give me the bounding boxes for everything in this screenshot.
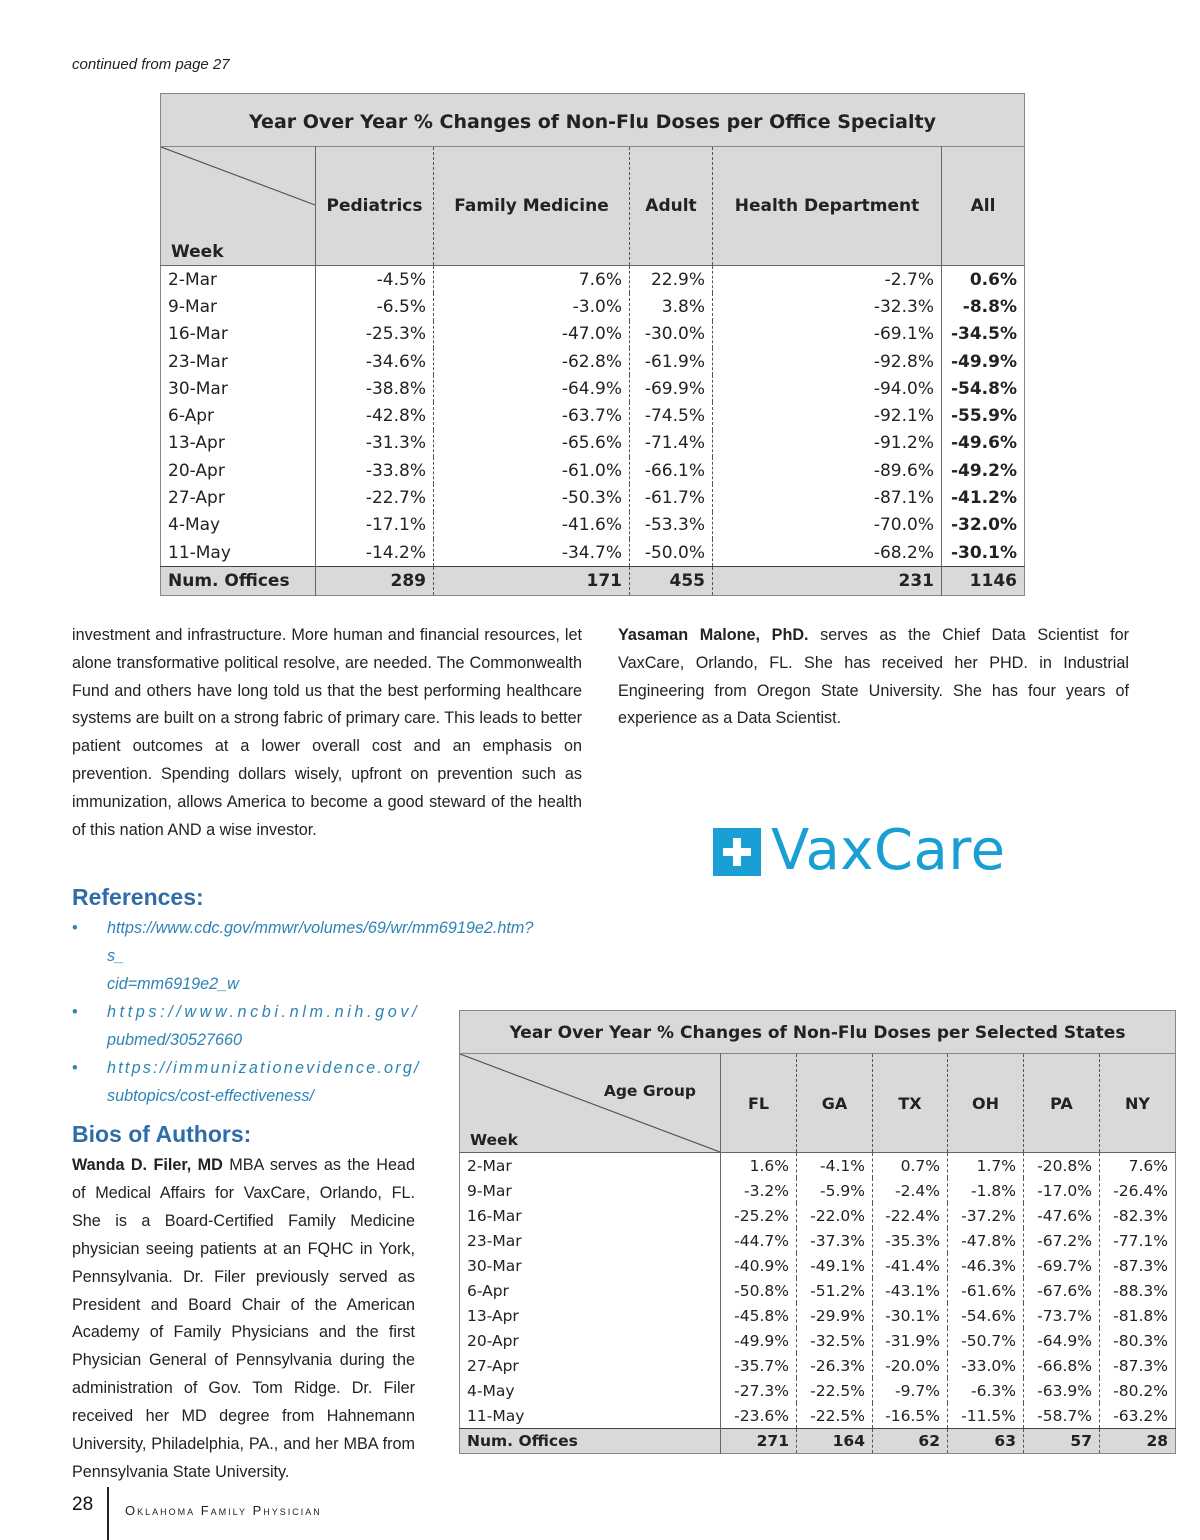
value-cell: -67.2%: [1024, 1228, 1100, 1253]
value-cell: -42.8%: [316, 402, 434, 429]
bullet-icon: •: [72, 919, 78, 937]
value-cell: -53.3%: [630, 512, 713, 539]
author-bio-filer: [72, 1152, 415, 1487]
value-cell: -61.6%: [948, 1278, 1024, 1303]
value-cell: -35.3%: [873, 1228, 948, 1253]
value-cell: -22.5%: [797, 1378, 873, 1403]
value-cell: -55.9%: [950, 406, 1017, 427]
column-header: TX: [873, 1054, 948, 1153]
value-cell: -3.2%: [721, 1178, 797, 1203]
table-row: [460, 1203, 1176, 1228]
value-cell: -80.3%: [1113, 1331, 1169, 1350]
value-cell: -20.0%: [873, 1353, 948, 1378]
logo-text: VaxCare: [771, 818, 1006, 883]
author-bio-text: serves as the Chief Data Scientist for VaxCare, Orlando, FL. She has received her PHD. in Industrial Engineering from Oregon State University. She has four years of experience as a Data Scientist.: [618, 626, 1129, 728]
value-cell: -2.7%: [713, 266, 942, 294]
table-row: [161, 293, 1025, 320]
value-cell: -26.4%: [1113, 1181, 1169, 1200]
value-cell: -92.8%: [713, 348, 942, 375]
week-cell: 27-Apr: [161, 484, 316, 511]
value-cell: -29.9%: [797, 1303, 873, 1328]
value-cell: -31.3%: [316, 430, 434, 457]
value-cell: -73.7%: [1024, 1303, 1100, 1328]
total-cell: 164: [797, 1429, 873, 1454]
week-cell: 13-Apr: [460, 1303, 721, 1328]
references-list: [72, 914, 534, 1110]
value-cell: -41.2%: [950, 488, 1017, 509]
value-cell: -49.9%: [721, 1328, 797, 1353]
bios-heading: Bios of Authors:: [72, 1121, 252, 1147]
value-cell: -27.3%: [721, 1378, 797, 1403]
value-cell: -87.3%: [1113, 1356, 1169, 1375]
value-cell: -69.9%: [630, 375, 713, 402]
column-header: Adult: [630, 147, 713, 266]
total-cell: 1146: [942, 567, 1025, 596]
value-cell: -22.4%: [873, 1203, 948, 1228]
table-row: [161, 266, 1025, 294]
value-cell: -66.8%: [1024, 1353, 1100, 1378]
column-header: NY: [1100, 1054, 1176, 1153]
value-cell: -50.0%: [630, 539, 713, 567]
week-cell: 30-Mar: [161, 375, 316, 402]
paragraph-text: investment and infrastructure. More human and financial resources, let alone transformative political resolve, are needed. The Commonwealth Fund and others have long told us that the best performing healthcare systems are built on a strong fabric of primary care. This leads to better patient outcomes at a lower overall cost and an emphasis on prevention. Spending dollars wisely, upfront on prevention such as immunization, allows America to become a good steward of the health of this nation AND a wise investor.: [72, 626, 582, 839]
value-cell: -91.2%: [713, 430, 942, 457]
value-cell: -61.7%: [630, 484, 713, 511]
value-cell: 22.9%: [630, 266, 713, 294]
value-cell: -37.2%: [948, 1203, 1024, 1228]
value-cell: -66.1%: [630, 457, 713, 484]
value-cell: -46.3%: [948, 1253, 1024, 1278]
reference-link[interactable]: • https://immunizationevidence.org/ subtopics/cost-effectiveness/: [72, 1054, 422, 1110]
table-row: [161, 348, 1025, 375]
total-cell: 271: [721, 1429, 797, 1454]
value-cell: -47.0%: [434, 321, 630, 348]
value-cell: -41.4%: [873, 1253, 948, 1278]
week-cell: 23-Mar: [460, 1228, 721, 1253]
week-cell: 20-Apr: [161, 457, 316, 484]
week-cell: 11-May: [161, 539, 316, 567]
value-cell: -49.9%: [950, 351, 1017, 372]
references-heading: References:: [72, 884, 204, 910]
value-cell: 7.6%: [1100, 1153, 1176, 1179]
table-title: Year Over Year % Changes of Non-Flu Doses per Office Specialty: [161, 94, 1025, 147]
value-cell: -65.6%: [434, 430, 630, 457]
value-cell: -47.6%: [1024, 1203, 1100, 1228]
value-cell: -34.5%: [950, 324, 1017, 345]
value-cell: -44.7%: [721, 1228, 797, 1253]
total-row: [161, 567, 1025, 596]
table-row: [161, 484, 1025, 511]
reference-link[interactable]: • https://www.ncbi.nlm.nih.gov/ pubmed/30527660: [72, 998, 422, 1054]
value-cell: -63.9%: [1024, 1378, 1100, 1403]
value-cell: -31.9%: [873, 1328, 948, 1353]
table-row: [161, 430, 1025, 457]
value-cell: -81.8%: [1113, 1306, 1169, 1325]
value-cell: -89.6%: [713, 457, 942, 484]
total-row: [460, 1429, 1176, 1454]
value-cell: -34.7%: [434, 539, 630, 567]
week-cell: 2-Mar: [460, 1153, 721, 1179]
value-cell: -35.7%: [721, 1353, 797, 1378]
week-cell: 27-Apr: [460, 1353, 721, 1378]
week-cell: 13-Apr: [161, 430, 316, 457]
table-row: [460, 1253, 1176, 1278]
value-cell: -37.3%: [797, 1228, 873, 1253]
value-cell: -63.7%: [434, 402, 630, 429]
vaxcare-logo: [713, 818, 1048, 883]
week-cell: 16-Mar: [161, 321, 316, 348]
value-cell: -50.3%: [434, 484, 630, 511]
total-cell: 289: [316, 567, 434, 596]
author-name: Wanda D. Filer, MD: [72, 1156, 223, 1174]
value-cell: -87.1%: [713, 484, 942, 511]
total-cell: 63: [948, 1429, 1024, 1454]
week-cell: 6-Apr: [161, 402, 316, 429]
value-cell: -50.7%: [948, 1328, 1024, 1353]
value-cell: -32.0%: [950, 515, 1017, 536]
value-cell: -17.1%: [316, 512, 434, 539]
value-cell: -62.8%: [434, 348, 630, 375]
value-cell: -8.8%: [962, 296, 1017, 317]
value-cell: -80.2%: [1113, 1381, 1169, 1400]
value-cell: -51.2%: [797, 1278, 873, 1303]
value-cell: -50.8%: [721, 1278, 797, 1303]
value-cell: 1.6%: [721, 1153, 797, 1179]
table-row: [161, 402, 1025, 429]
value-cell: -30.1%: [950, 542, 1017, 563]
value-cell: -23.6%: [721, 1403, 797, 1429]
value-cell: -22.5%: [797, 1403, 873, 1429]
value-cell: -2.4%: [873, 1178, 948, 1203]
table-corner-cell: [161, 147, 316, 266]
week-cell: 20-Apr: [460, 1328, 721, 1353]
total-label: Num. Offices: [161, 567, 316, 596]
plus-icon: [713, 828, 761, 876]
value-cell: -16.5%: [873, 1403, 948, 1429]
column-header: OH: [948, 1054, 1024, 1153]
column-header: All: [942, 147, 1025, 266]
age-group-label: Age Group: [603, 1082, 696, 1100]
value-cell: -54.8%: [950, 378, 1017, 399]
value-cell: 0.6%: [942, 266, 1025, 294]
value-cell: -61.0%: [434, 457, 630, 484]
page-number: 28: [72, 1494, 94, 1515]
value-cell: 3.8%: [630, 293, 713, 320]
value-cell: -22.7%: [316, 484, 434, 511]
table-row: [460, 1378, 1176, 1403]
value-cell: -17.0%: [1024, 1178, 1100, 1203]
value-cell: -11.5%: [948, 1403, 1024, 1429]
total-cell: 171: [434, 567, 630, 596]
value-cell: -32.3%: [713, 293, 942, 320]
week-cell: 4-May: [161, 512, 316, 539]
value-cell: -26.3%: [797, 1353, 873, 1378]
total-cell: 455: [630, 567, 713, 596]
value-cell: -3.0%: [434, 293, 630, 320]
value-cell: -40.9%: [721, 1253, 797, 1278]
value-cell: -6.5%: [316, 293, 434, 320]
bullet-icon: •: [72, 1059, 78, 1077]
total-cell: 57: [1024, 1429, 1100, 1454]
week-cell: 23-Mar: [161, 348, 316, 375]
value-cell: -45.8%: [721, 1303, 797, 1328]
value-cell: -9.7%: [873, 1378, 948, 1403]
value-cell: 0.7%: [873, 1153, 948, 1179]
value-cell: -71.4%: [630, 430, 713, 457]
value-cell: -64.9%: [1024, 1328, 1100, 1353]
value-cell: -5.9%: [797, 1178, 873, 1203]
table-row: [460, 1278, 1176, 1303]
value-cell: -1.8%: [948, 1178, 1024, 1203]
value-cell: -49.2%: [950, 460, 1017, 481]
total-cell: 28: [1100, 1429, 1176, 1454]
continued-note: continued from page 27: [72, 56, 230, 73]
value-cell: -82.3%: [1113, 1206, 1169, 1225]
author-name: Yasaman Malone, PhD.: [618, 626, 809, 644]
value-cell: -54.6%: [948, 1303, 1024, 1328]
week-cell: 2-Mar: [161, 266, 316, 294]
table-row: [460, 1178, 1176, 1203]
table-row: [460, 1353, 1176, 1378]
table-corner-cell: [460, 1054, 721, 1153]
value-cell: -70.0%: [713, 512, 942, 539]
value-cell: -32.5%: [797, 1328, 873, 1353]
office-specialty-table: [160, 93, 1025, 596]
week-cell: 4-May: [460, 1378, 721, 1403]
value-cell: -63.2%: [1113, 1406, 1169, 1425]
value-cell: -41.6%: [434, 512, 630, 539]
column-header: FL: [721, 1054, 797, 1153]
value-cell: -64.9%: [434, 375, 630, 402]
table-row: [161, 539, 1025, 567]
week-label: Week: [171, 242, 224, 262]
value-cell: -58.7%: [1024, 1403, 1100, 1429]
week-cell: 6-Apr: [460, 1278, 721, 1303]
value-cell: -33.0%: [948, 1353, 1024, 1378]
value-cell: -25.3%: [316, 321, 434, 348]
value-cell: -49.1%: [797, 1253, 873, 1278]
value-cell: -14.2%: [316, 539, 434, 567]
author-bio-malone: [618, 622, 1129, 733]
table-row: [460, 1328, 1176, 1353]
column-header: PA: [1024, 1054, 1100, 1153]
column-header: Family Medicine: [434, 147, 630, 266]
selected-states-table: [459, 1010, 1176, 1454]
value-cell: -88.3%: [1113, 1281, 1169, 1300]
value-cell: -69.1%: [713, 321, 942, 348]
value-cell: -20.8%: [1024, 1153, 1100, 1179]
value-cell: -94.0%: [713, 375, 942, 402]
value-cell: -38.8%: [316, 375, 434, 402]
table-title: Year Over Year % Changes of Non-Flu Doses per Selected States: [460, 1011, 1176, 1054]
value-cell: -69.7%: [1024, 1253, 1100, 1278]
table-row: [161, 512, 1025, 539]
table-row: [161, 375, 1025, 402]
reference-link[interactable]: • https://www.cdc.gov/mmwr/volumes/69/wr/mm6919e2.htm?s_ cid=mm6919e2_w: [72, 914, 422, 998]
value-cell: -33.8%: [316, 457, 434, 484]
week-cell: 9-Mar: [460, 1178, 721, 1203]
total-cell: 62: [873, 1429, 948, 1454]
value-cell: -61.9%: [630, 348, 713, 375]
footer-divider: [107, 1487, 109, 1540]
value-cell: -34.6%: [316, 348, 434, 375]
value-cell: -4.1%: [797, 1153, 873, 1179]
value-cell: -49.6%: [950, 433, 1017, 454]
value-cell: -47.8%: [948, 1228, 1024, 1253]
author-bio-text: MBA serves as the Head of Medical Affairs for VaxCare, Orlando, FL. She is a Board-Certified Family Medicine physician seeing patients at an FQHC in York, Pennsylvania. Dr. Filer previously served as President and Board Chair of the American Academy of Family Physicians and the first Physician General of Pennsylvania during the administration of Gov. Tom Ridge. Dr. Filer received her MD degree from Hahnemann University, Philadelphia, PA., and her MBA from Pennsylvania State University.: [72, 1156, 415, 1481]
column-header: Pediatrics: [316, 147, 434, 266]
week-cell: 11-May: [460, 1403, 721, 1429]
table-row: [161, 457, 1025, 484]
value-cell: -6.3%: [948, 1378, 1024, 1403]
value-cell: -43.1%: [873, 1278, 948, 1303]
week-cell: 16-Mar: [460, 1203, 721, 1228]
value-cell: -92.1%: [713, 402, 942, 429]
total-cell: 231: [713, 567, 942, 596]
column-header: Health Department: [713, 147, 942, 266]
week-cell: 30-Mar: [460, 1253, 721, 1278]
body-paragraph: [72, 622, 582, 844]
value-cell: -67.6%: [1024, 1278, 1100, 1303]
column-header: GA: [797, 1054, 873, 1153]
value-cell: -22.0%: [797, 1203, 873, 1228]
value-cell: -87.3%: [1113, 1256, 1169, 1275]
value-cell: -74.5%: [630, 402, 713, 429]
table-row: [460, 1153, 1176, 1179]
value-cell: -30.0%: [630, 321, 713, 348]
week-label: Week: [470, 1131, 518, 1149]
value-cell: 1.7%: [948, 1153, 1024, 1179]
value-cell: -68.2%: [713, 539, 942, 567]
value-cell: 7.6%: [434, 266, 630, 294]
table-row: [460, 1228, 1176, 1253]
table-row: [161, 321, 1025, 348]
week-cell: 9-Mar: [161, 293, 316, 320]
value-cell: -4.5%: [316, 266, 434, 294]
bullet-icon: •: [72, 1003, 78, 1021]
value-cell: -30.1%: [873, 1303, 948, 1328]
value-cell: -25.2%: [721, 1203, 797, 1228]
publication-name: Oklahoma Family Physician: [125, 1503, 322, 1518]
table-row: [460, 1403, 1176, 1429]
total-label: Num. Offices: [460, 1429, 721, 1454]
value-cell: -77.1%: [1113, 1231, 1169, 1250]
table-row: [460, 1303, 1176, 1328]
